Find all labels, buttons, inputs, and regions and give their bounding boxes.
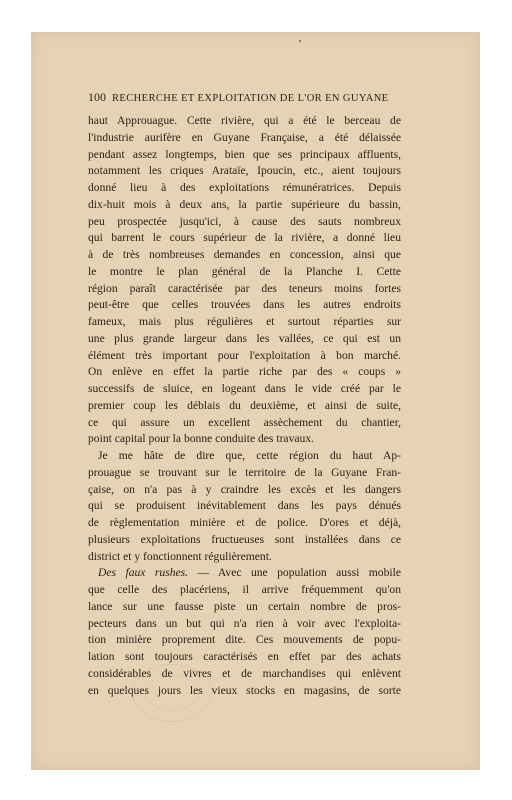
text-line: dix-huit mois à deux ans, la partie supérieure du bassin, (88, 197, 401, 211)
text-line: que celle des placériens, il arrive fréquemment qu'on (88, 583, 401, 596)
text-line: ce qui assure un excellent assèchement du chantier, (88, 415, 401, 429)
text-line: premier coup les déblais du deuxième, et ainsi de suite, (88, 398, 401, 412)
body-text (88, 113, 401, 699)
text-line: lation sont toujours caractérisés en effet par des achats (88, 650, 401, 663)
running-title: RECHERCHE ET EXPLOITATION DE L'OR EN GUYANE (112, 93, 389, 104)
text-line: élément très important pour l'exploitation à bon marché. (88, 348, 401, 362)
text-line: pecteurs dans un but qui n'a rien à voir avec l'exploita- (88, 616, 401, 630)
text-line: tion minière proprement dite. Ces mouvements de popu- (88, 633, 401, 647)
text-line: prouague se trouvant sur le territoire de la Guyane Fran- (88, 465, 401, 479)
text-line: l'industrie aurifère en Guyane Française, a été délaissée (88, 130, 401, 144)
text-line: le montre le plan général de la Planche I. Cette (88, 264, 401, 278)
text-line: Je me hâte de dire que, cette région du haut Ap- (98, 449, 401, 462)
text-line: considérables de vivres et de marchandises qui enlèvent (88, 666, 401, 680)
section-lead-rest: — Avec une population aussi mobile (188, 566, 401, 580)
text-line: çaise, on n'a pas à y craindre les excès et les dangers (88, 482, 401, 496)
page-number: 100 (88, 90, 106, 104)
section-lead-line (88, 565, 401, 582)
text-line: notamment les criques Arataïe, Ipoucin, etc., aient toujours (88, 164, 401, 178)
text-line: successifs de sluice, en logeant dans le vide créé par le (88, 382, 401, 395)
text-line: pendant assez longtemps, bien que ses principaux affluents, (88, 147, 401, 161)
text-line: peu prospectée jusqu'ici, à cause des sauts nombreux (88, 214, 401, 228)
text-line: région paraît caractérisée par des teneurs moins fortes (88, 281, 401, 295)
text-line: de règlementation minière et de police. D'ores et déjà, (88, 516, 401, 529)
text-line: à de très nombreuses demandes en concession, ainsi que (88, 248, 401, 261)
text-line: en quelques jours les vieux stocks en magasins, de sorte (88, 683, 401, 697)
text-line: lance sur une fausse piste un certain nombre de pros- (88, 599, 401, 613)
text-line: qui barrent le cours supérieur de la rivière, a donné lieu (88, 231, 401, 245)
text-line: fameux, mais plus régulières et surtout réparties sur (88, 315, 401, 328)
text-line: qui se produisent inévitablement dans les pays dénués (88, 499, 401, 513)
running-header (88, 90, 401, 105)
text-line: point capital pour la bonne conduite des travaux. (88, 432, 315, 446)
library-stamp (132, 664, 212, 722)
text-line: haut Approuague. Cette rivière, qui a été le berceau de (88, 114, 401, 127)
section-title-italic: Des faux rushes. (98, 566, 189, 580)
text-line: plusieurs exploitations fructueuses sont installées dans ce (88, 532, 401, 546)
ink-speck (299, 40, 301, 42)
text-line: district et y fonctionnent régulièrement. (88, 549, 272, 563)
text-line: une plus grande largeur dans les vallées, ce qui est un (88, 331, 401, 345)
text-line: On enlève en effet la partie riche par des « coups » (88, 365, 401, 379)
text-line: peut-être que celles trouvées dans les autres endroits (88, 298, 401, 312)
text-line: donné lieu à des exploitations rémunératrices. Depuis (88, 181, 401, 194)
